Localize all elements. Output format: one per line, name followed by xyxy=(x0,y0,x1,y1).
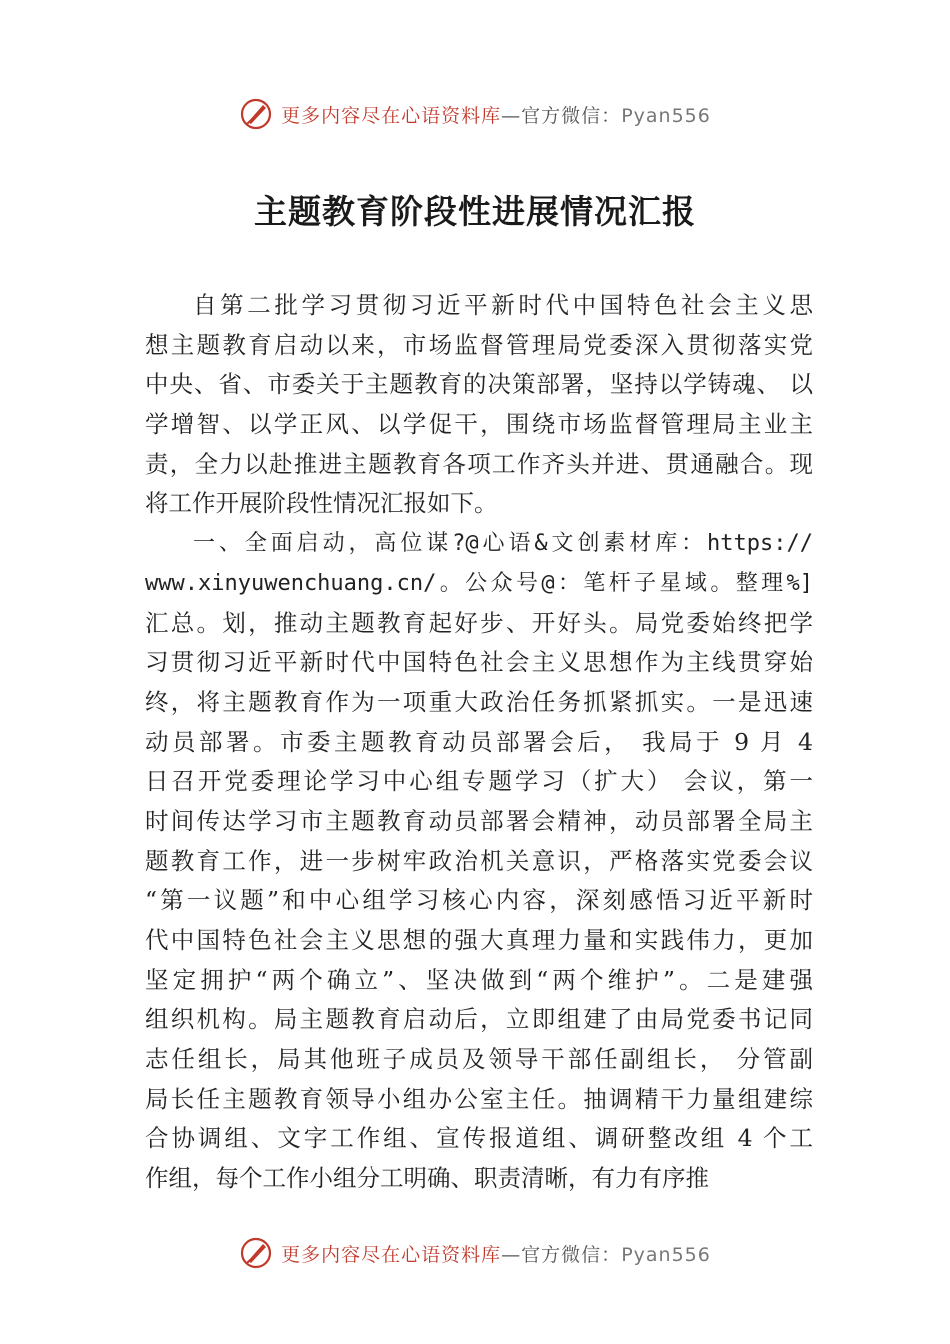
text-line: 代中国特色社会主义思想的强大真理力量和实践伟力，更加 xyxy=(145,926,813,954)
text-line: www.xinyuwenchuang.cn/。公众号@：笔杆子星域。整理%] xyxy=(145,570,813,596)
wechat-id: Pyan556 xyxy=(621,104,711,127)
text-line: 自第二批学习贯彻习近平新时代中国特色社会主义思 xyxy=(193,291,813,319)
text-line: 将工作开展阶段性情况汇报如下。 xyxy=(145,489,498,518)
text-line: 合协调组、文字工作组、宣传报道组、调研整改组 4 个工 xyxy=(145,1124,813,1153)
header-watermark xyxy=(0,94,950,134)
text-line: 组织机构。局主题教育启动后，立即组建了由局党委书记同 xyxy=(145,1005,813,1034)
quill-logo-icon xyxy=(239,97,273,131)
text-line: 中央、省、市委关于主题教育的决策部署，坚持以学铸魂、 以 xyxy=(145,370,813,399)
text-line: “第一议题”和中心组学习核心内容，深刻感悟习近平新时 xyxy=(145,886,813,915)
text-line: 时间传达学习市主题教育动员部署会精神，动员部署全局主 xyxy=(145,806,813,835)
text-line: 一、全面启动，高位谋?@心语&文创素材库：https:// xyxy=(193,531,813,557)
text-line: 学增智、以学正风、以学促干，围绕市场监督管理局主业主 xyxy=(145,410,813,439)
text-line: 想主题教育启动以来，市场监督管理局党委深入贯彻落实党 xyxy=(145,330,813,359)
text-line: 责，全力以赴推进主题教育各项工作齐头并进、贯通融合。现 xyxy=(145,449,813,478)
document-title: 主题教育阶段性进展情况汇报 xyxy=(254,192,696,231)
text-line: 题教育工作，进一步树牢政治机关意识，严格落实党委会议 xyxy=(145,846,813,875)
text-line: 汇总。划，推动主题教育起好步、开好头。局党委始终把学 xyxy=(145,608,813,637)
text-line: 志任组长，局其他班子成员及领导干部任副组长， 分管副 xyxy=(145,1045,813,1074)
footer-watermark xyxy=(0,1233,950,1273)
wechat-label: 官方微信： xyxy=(521,1243,622,1266)
wechat-label: 官方微信： xyxy=(521,104,622,127)
quill-logo-icon xyxy=(239,1236,273,1270)
document-body xyxy=(145,286,813,1199)
wechat-id: Pyan556 xyxy=(621,1243,711,1266)
watermark-separator: — xyxy=(501,104,522,127)
text-line: 坚定拥护“两个确立”、坚决做到“两个维护”。二是建强 xyxy=(145,965,813,994)
watermark-text: 更多内容尽在心语资料库 xyxy=(281,104,502,127)
text-line: 局长任主题教育领导小组办公室主任。抽调精干力量组建综 xyxy=(145,1084,813,1113)
watermark-text: 更多内容尽在心语资料库 xyxy=(281,1243,502,1266)
text-line: 动员部署。市委主题教育动员部署会后， 我局于 9 月 4 xyxy=(145,727,813,756)
text-line: 作组，每个工作小组分工明确、职责清晰，有力有序推 xyxy=(145,1164,709,1193)
text-line: 终，将主题教育作为一项重大政治任务抓紧抓实。一是迅速 xyxy=(145,687,813,716)
text-line: 习贯彻习近平新时代中国特色社会主义思想作为主线贯穿始 xyxy=(145,648,813,677)
text-line: 日召开党委理论学习中心组专题学习（扩大） 会议，第一 xyxy=(145,767,813,796)
watermark-separator: — xyxy=(501,1243,522,1266)
